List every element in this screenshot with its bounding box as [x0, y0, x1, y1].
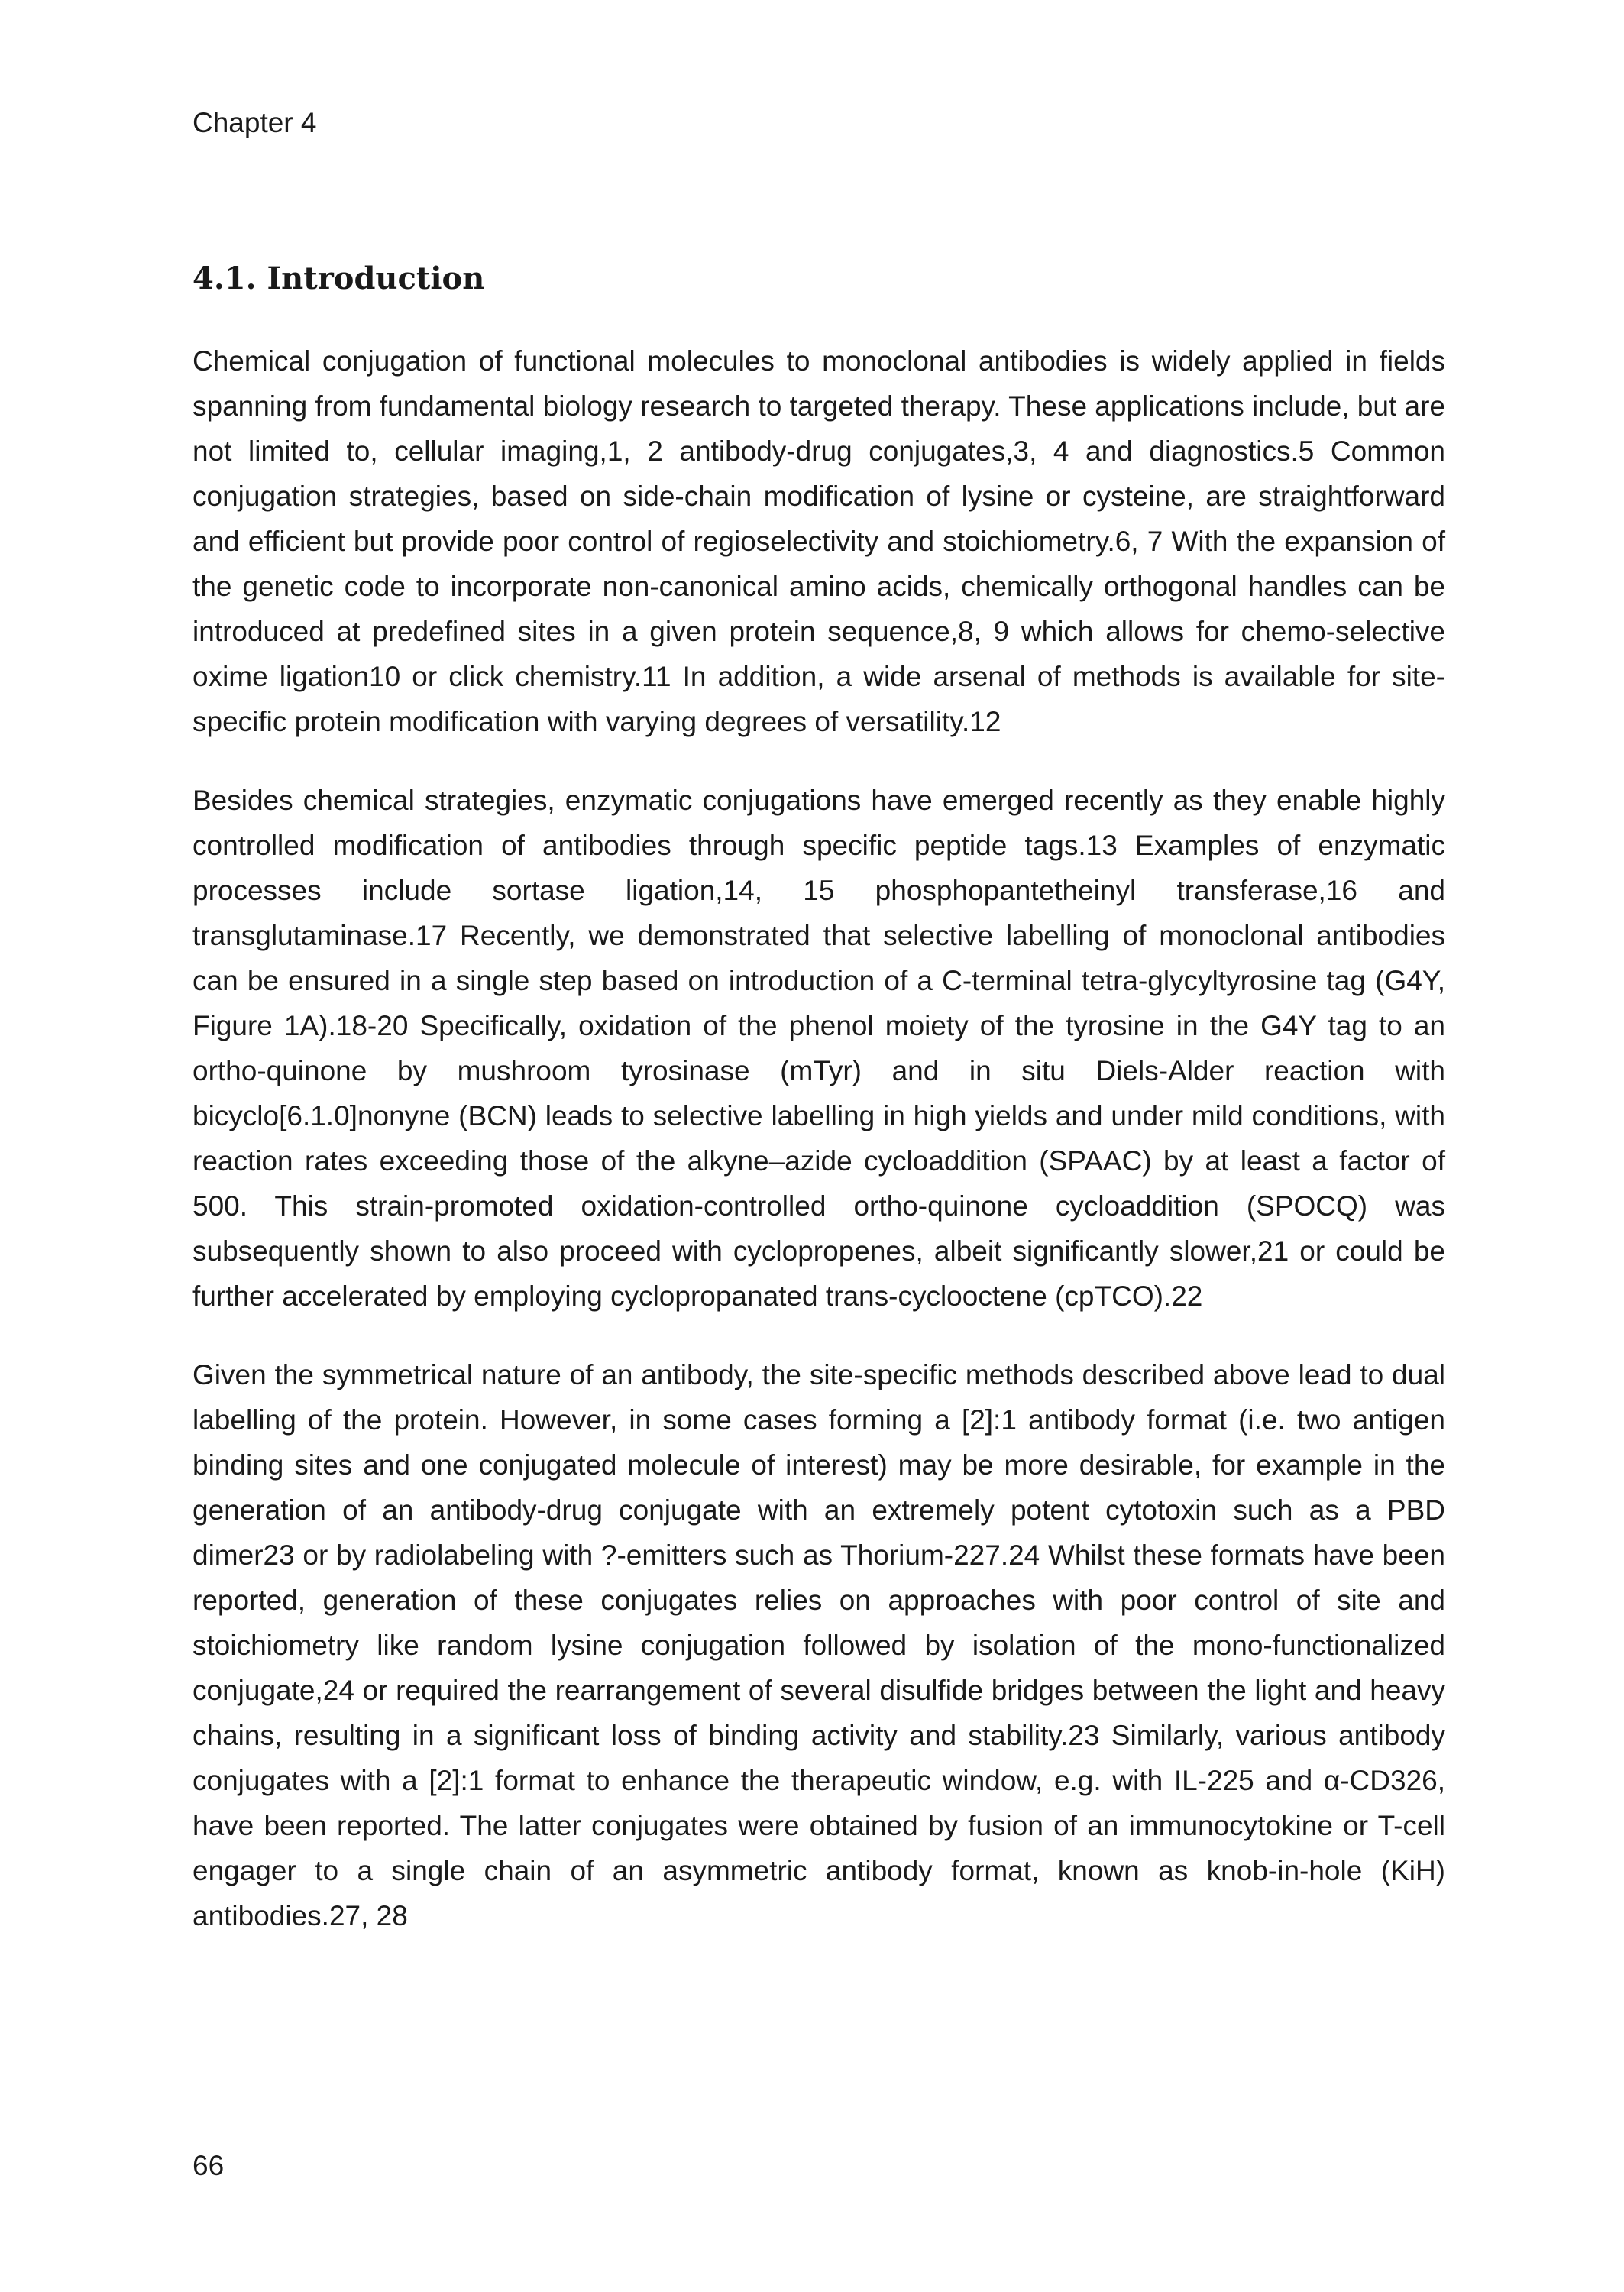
paragraph	[192, 1352, 1445, 1938]
body-text	[192, 338, 1445, 1972]
paragraph	[192, 778, 1445, 1319]
running-head: Chapter 4	[192, 107, 317, 138]
page-number: 66	[192, 2150, 225, 2181]
paragraph-text: Given the symmetrical nature of an antibody, the site-specific methods described above lead to dual labelling of the protein. However, in some cases forming a [2]:1 antibody format (i.e. two antigen binding sites and one conjugated molecule of interest) may be more desirable, for example in the generation of an antibody-drug conjugate with an extremely potent cytotoxin such as a PBD dimer23 or by radiolabeling with ?-emitters such as Thorium-227.24 Whilst these formats have been reported, generation of these conjugates relies on approaches with poor control of site and stoichiometry like random lysine conjugation followed by isolation of the mono-functionalized conjugate,24 or required the rearrangement of several disulfide bridges between the light and heavy chains, resulting in a significant loss of binding activity and stability.23 Similarly, various antibody conjugates with a [2]:1 format to enhance the therapeutic window, e.g. with IL-225 and α-CD326, have been reported. The latter conjugates were obtained by fusion of an immunocytokine or T-cell engager to a single chain of an asymmetric antibody format, known as knob-in-hole (KiH) antibodies.27, 28	[192, 1359, 1445, 1931]
paragraph-text: Besides chemical strategies, enzymatic conjugations have emerged recently as they enable highly controlled modification of antibodies through specific peptide tags.13 Examples of enzymatic processes include sortase ligation,14, 15 phosphopantetheinyl transferase,16 and transglutaminase.17 Recently, we demonstrated that selective labelling of monoclonal antibodies can be ensured in a single step based on introduction of a C-terminal tetra-glycyltyrosine tag (G4Y, Figure 1A).18-20 Specifically, oxidation of the phenol moiety of the tyrosine in the G4Y tag to an ortho-quinone by mushroom tyrosinase (mTyr) and in situ Diels-Alder reaction with bicyclo[6.1.0]nonyne (BCN) leads to selective labelling in high yields and under mild conditions, with reaction rates exceeding those of the alkyne–azide cycloaddition (SPAAC) by at least a factor of 500. This strain-promoted oxidation-controlled ortho-quinone cycloaddition (SPOCQ) was subsequently shown to also proceed with cyclopropenes, albeit significantly slower,21 or could be further accelerated by employing cyclopropanated trans-cyclooctene (cpTCO).22	[192, 785, 1445, 1312]
section-heading: 4.1. Introduction	[192, 261, 485, 296]
paragraph-text: Chemical conjugation of functional molecules to monoclonal antibodies is widely applied in fields spanning from fundamental biology research to targeted therapy. These applications include, but are not limited to, cellular imaging,1, 2 antibody-drug conjugates,3, 4 and diagnostics.5 Common conjugation strategies, based on side-chain modification of lysine or cysteine, are straightforward and efficient but provide poor control of regioselectivity and stoichiometry.6, 7 With the expansion of the genetic code to incorporate non-canonical amino acids, chemically orthogonal handles can be introduced at predefined sites in a given protein sequence,8, 9 which allows for chemo-selective oxime ligation10 or click chemistry.11 In addition, a wide arsenal of methods is available for site-specific protein modification with varying degrees of versatility.12	[192, 345, 1445, 737]
paragraph	[192, 338, 1445, 744]
